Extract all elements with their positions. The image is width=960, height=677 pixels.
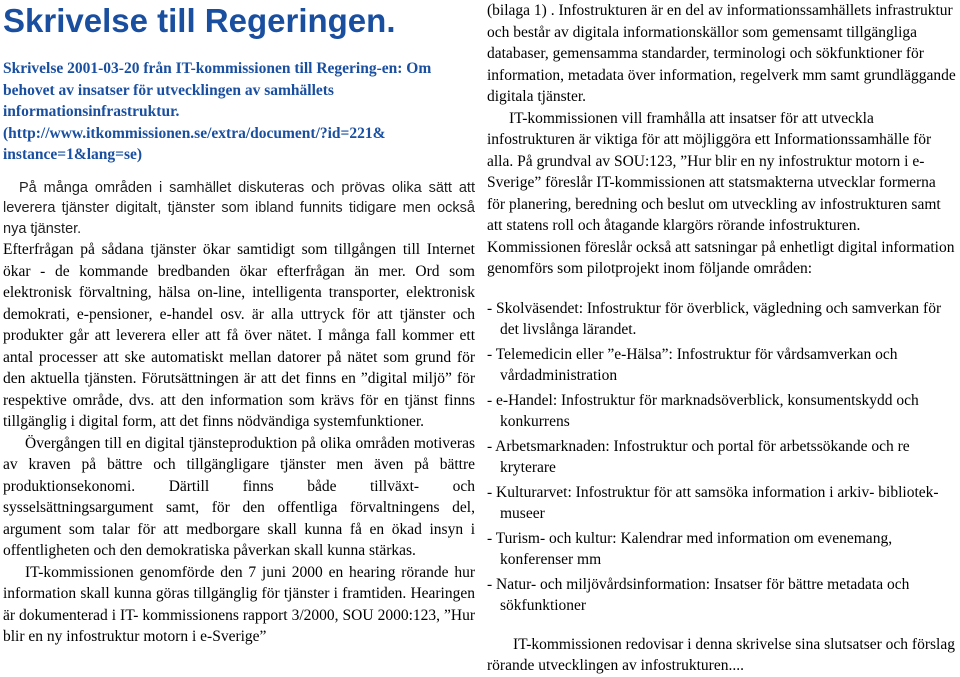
pilot-area-list: [487, 298, 957, 616]
page-title: Skrivelse till Regeringen.: [3, 2, 396, 39]
list-item: [487, 344, 957, 386]
list-item-text: - Skolväsendet: Infostruktur för överblick, vägledning och samverkan: [487, 299, 920, 317]
list-item: [487, 436, 957, 478]
body-paragraph: Övergången till en digital tjänsteproduktion på olika områden motiveras av kraven på bättre och tillgängligare tjänster men även på bättre produktionsekonomi. Därtill finns både tillväxt- och sysselsättningsargument samt, för den offentliga förvaltningens del, argument som talar för att medborgare skall kunna få en ökad insyn i offentligheten och den demokratiska påverkan skall kunna stärkas.: [3, 434, 475, 559]
body-paragraph: Efterfrågan på sådana tjänster ökar samtidigt som tillgången till Internet ökar - de kommande bredbanden ökar efterfrågan än mer. Ord som elektronisk förvaltning, hälsa on-line, intelligenta transporter, elektronisk demokrati, e-pensioner, e-handel osv. är alla uttryck för att tjänster och produkter går att leverera eller att få över nätet. I många fall kommer ett antal processer att ske automatiskt mellan datorer på nätet som grund för den aktuella tjänsten. Förutsättningen är att det finns en ”digital miljö” för respektive område, dvs. att den information som krävs för en tjänst finns tillgänglig i digital form, att det finns nödvändiga systemfunktioner.: [3, 241, 475, 430]
list-item: [487, 574, 957, 616]
list-item-text: - Natur- och miljövårdsinformation: Insatser för bättre metadata och: [487, 575, 910, 593]
body-paragraph: IT-kommissionen genomförde den 7 juni 2000 en hearing rörande hur information skall kunna göras tillgänglig för tjänster i framtiden. Hearingen är dokumenterad i IT- kommissionens rapport 3/2000, SOU 2000:123, ”Hur blir en ny infostruktur motorn i e-Sverige”: [3, 563, 475, 645]
list-item: [487, 482, 957, 524]
list-item-text-cont: vårdadministration: [500, 366, 618, 384]
list-item-text-cont: och konkurrens: [500, 391, 919, 430]
closing-paragraph: IT-kommissionen redovisar i denna skrivelse sina slutsatser och förslag rörande utvecklingen av infostrukturen....: [487, 635, 955, 674]
right-column: [487, 0, 957, 677]
list-item-text-cont: sökfunktioner: [500, 596, 587, 614]
list-item: [487, 528, 957, 570]
list-item-text-cont: för det livslånga lärandet.: [500, 299, 942, 338]
left-column: [3, 58, 475, 648]
document-subheading: Skrivelse 2001-03-20 från IT-kommissionen till Regering-en: Om behovet av insatser för utvecklingen av samhällets informationsinfrastruktur. (http://www.itkommissionen.se/extra/document/?id=221& instance=1&lang=se): [3, 60, 432, 163]
list-item-text-cont: konferenser mm: [500, 550, 602, 568]
list-item: [487, 390, 957, 432]
list-item-text: - Turism- och kultur: Kalendrar med information om evenemang,: [487, 529, 893, 547]
list-item-text-cont: bibliotek-museer: [500, 483, 939, 522]
body-paragraph: IT-kommissionen vill framhålla att insatser för att utveckla infostrukturen är viktiga för att möjliggöra ett Informationssamhälle för alla. På grundval av SOU:123, ”Hur blir en ny infostruktur motorn i e-Sverige” föreslår IT-kommissionen att statsmakterna utvecklar formerna för planering, beredning och beslut om utveckling av infostrukturen samt att statens roll och åtagande klargörs rörande infostrukturen. Kommissionen föreslår också att satsningar på enhetligt digital information genomförs som pilotprojekt inom följande områden:: [487, 109, 955, 277]
list-item-text: - e-Handel: Infostruktur för marknadsöverblick, konsumentskydd: [487, 391, 893, 409]
list-item-text-cont: kryterare: [500, 458, 556, 476]
body-paragraph: (bilaga 1) . Infostrukturen är en del av informationssamhällets infrastruktur och består av digitala informationskällor som gemensamt tillgängliga databaser, gemensamma standarder, terminologi och sökfunktioner för information, metadata över information, regelverk mm samt grundläggande digitala tjänster.: [487, 2, 956, 105]
list-item-text: - Kulturarvet: Infostruktur för att samsöka information i arkiv-: [487, 483, 875, 501]
list-item: [487, 298, 957, 340]
intro-paragraph: På många områden i samhället diskuteras och prövas olika sätt att leverera tjänster digitalt, tjänster som ibland funnits tidigare men också nya tjänster.: [3, 179, 475, 237]
list-item-text: - Arbetsmarknaden: Infostruktur och portal för arbetssökande och re: [487, 437, 910, 455]
list-item-text: - Telemedicin eller ”e-Hälsa”: Infostruktur för vårdsamverkan och: [487, 345, 898, 363]
